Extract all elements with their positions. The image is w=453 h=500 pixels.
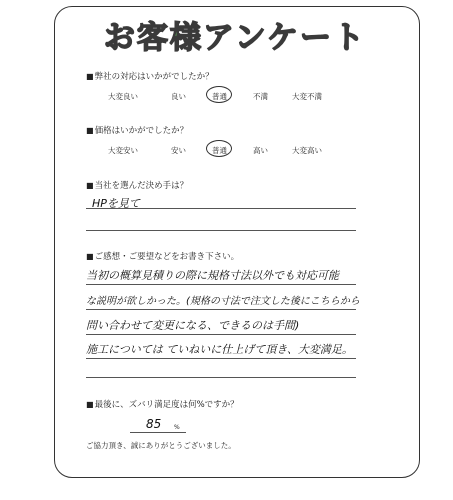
answer-line	[86, 358, 356, 359]
option-service-normal[interactable]: 普通	[212, 92, 227, 101]
option-service-very-dissatisfied[interactable]: 大変不満	[292, 92, 322, 101]
answer-line	[86, 377, 356, 378]
option-price-very-expensive[interactable]: 大変高い	[292, 146, 322, 155]
question-price: ■ 価格はいかがでしたか？	[86, 124, 188, 136]
comment-line[interactable]: 問い合わせて変更になる、できるのは手間)	[86, 319, 300, 332]
selected-circle-icon	[206, 86, 232, 103]
option-service-dissatisfied[interactable]: 不満	[253, 92, 268, 101]
option-price-cheap[interactable]: 安い	[171, 146, 186, 155]
answer-line	[86, 284, 356, 285]
option-service-very-good[interactable]: 大変良い	[108, 92, 138, 101]
comment-line[interactable]: 当初の概算見積りの際に規格寸法以外でも対応可能	[86, 269, 339, 282]
thanks-message: ご協力頂き、誠にありがとうございました。	[86, 441, 236, 450]
option-price-normal[interactable]: 普通	[212, 146, 227, 155]
comment-line[interactable]: な説明が欲しかった。(規格の寸法で注文した後にこちらから	[86, 296, 360, 307]
question-satisfaction: ■ 最後に、ズバリ満足度は何%ですか？	[86, 398, 239, 410]
answer-line	[86, 334, 356, 335]
satisfaction-value[interactable]: 85	[146, 417, 162, 431]
page-title: お客様アンケート	[103, 20, 367, 56]
option-service-good[interactable]: 良い	[171, 92, 186, 101]
selected-circle-icon	[206, 140, 232, 157]
comment-line[interactable]: 施工については ていねいに仕上げて頂き、大変満足。	[86, 343, 353, 356]
answer-line	[86, 309, 356, 310]
question-service: ■ 弊社の対応はいかがでしたか？	[86, 70, 214, 82]
answer-line	[86, 208, 356, 209]
answer-deciding-factor[interactable]: HPを見て	[92, 197, 140, 210]
option-price-very-cheap[interactable]: 大変安い	[108, 146, 138, 155]
question-comments: ■ ご感想・ご要望などをお書き下さい。	[86, 250, 239, 262]
question-deciding-factor: ■ 当社を選んだ決め手は？	[86, 179, 188, 191]
option-price-expensive[interactable]: 高い	[253, 146, 268, 155]
percent-unit: %	[174, 424, 180, 431]
answer-line	[86, 230, 356, 231]
answer-line	[130, 432, 186, 433]
